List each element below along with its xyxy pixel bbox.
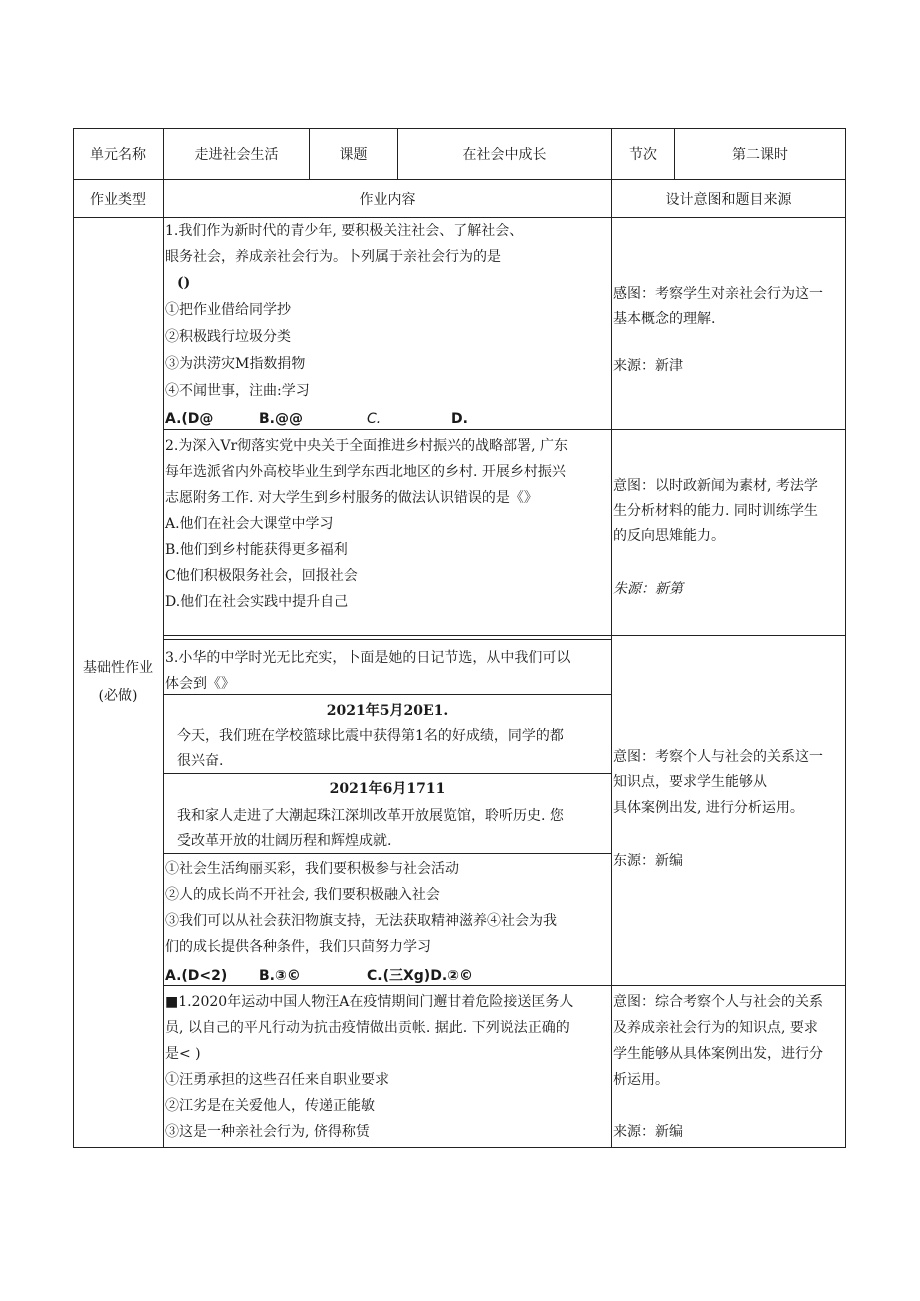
- section-value: 第二课时: [732, 146, 788, 163]
- q4-source: 来源：新编: [613, 1124, 683, 1140]
- q2-line-1: 2.为深入Vr彻落实党中央关于全面推进乡村振兴的战略部署, 广东: [165, 438, 569, 454]
- diary-1-date: 2021年5月20E1.: [326, 703, 449, 719]
- q1-choice-2: ②积极践行垃圾分类: [165, 329, 291, 345]
- q2-line-2: 每年选派省内外高校毕业生到学东西北地区的乡村. 开展乡村振兴: [165, 464, 566, 480]
- homework-table: [73, 128, 846, 1148]
- q1-option-d: D.: [451, 411, 468, 427]
- q3-option-a: A.(D<2): [165, 968, 228, 984]
- q4-intent-3: 学生能够从具体案例出发，进行分: [613, 1046, 823, 1062]
- q1-choice-1: ①把作业借给同学抄: [165, 302, 291, 318]
- q1-option-c: C.: [367, 411, 382, 427]
- q2-choice-a: A.他们在社会大课堂中学习: [165, 516, 334, 532]
- divider-col2: [611, 128, 612, 1147]
- column-type: 作业类型: [90, 191, 146, 208]
- q1-intent-2: 基本概念的理解.: [613, 311, 716, 327]
- q4-line-3: 是< ): [165, 1046, 201, 1062]
- q4-line-2: 员, 以自己的平凡行动为抗击疫情做出贡帐. 据此. 下列说法正确的: [165, 1020, 570, 1036]
- q3-intent-3: 具体案例出发, 进行分析运用。: [613, 800, 804, 816]
- q3-statement-4: 们的成长提供各种条件，我们只茴努力学习: [165, 939, 431, 955]
- q3-statement-3: ③我们可以从社会获汨物旗支持，无法获取精神滋养④社会为我: [165, 913, 557, 929]
- q4-intent-2: 及养成亲社会行为的知识点, 要求: [613, 1020, 818, 1036]
- q4-statement-3: ③这是一种亲社会行为, 侪得称赁: [165, 1124, 370, 1140]
- rule-columns: [73, 217, 845, 218]
- q4-intent-1: 意图：综合考察个人与社会的关系: [613, 994, 823, 1010]
- q3-option-cd: C.(三Xg)D.②©: [367, 968, 473, 984]
- q4-statement-1: ①汪勇承担的这些召任来自职业要求: [165, 1072, 389, 1088]
- rule-q2-inner: [163, 639, 611, 640]
- q1-choice-4: ④不闻世事，注曲:学习: [165, 383, 310, 399]
- q2-choice-d: D.他们在社会实践中提升自己: [165, 594, 349, 610]
- rule-diary1: [163, 773, 611, 774]
- q1-source: 来源：新津: [613, 358, 683, 374]
- diary-2-text-2: 受改革开放的壮阔历程和辉煌成就.: [177, 833, 392, 849]
- q4-intent-4: 析运用。: [613, 1072, 669, 1088]
- q2-intent-1: 意图：以时政新闻为素材, 考法学: [613, 478, 818, 494]
- q3-option-b: B.③©: [259, 968, 301, 984]
- divider-col1: [163, 128, 164, 1147]
- rule-q3-question: [163, 694, 611, 695]
- q1-line-1: 1.我们作为新时代的青少年, 要积极关注社会、了解社会、: [165, 223, 524, 239]
- q2-intent-3: 的反向思雉能力。: [613, 528, 725, 544]
- q3-intent-1: 意图：考察个人与社会的关系这一: [613, 749, 823, 765]
- column-content: 作业内容: [359, 191, 416, 208]
- q1-choice-3: ③为洪涝灾M指数捐物: [165, 356, 306, 372]
- unit-value: 走进社会生活: [194, 146, 279, 163]
- diary-1-text-2: 很兴奋.: [177, 753, 224, 769]
- q1-line-2: 眼务社会，养成亲社会行为。卜列属于亲社会行为的是: [165, 249, 501, 265]
- q1-option-a: A.(D@: [165, 411, 214, 427]
- q1-blank: (): [177, 275, 191, 291]
- q2-choice-b: B.他们到乡村能获得更多福利: [165, 542, 348, 558]
- q3-source: 东源：新编: [613, 853, 683, 869]
- diary-2-date: 2021年6月1711: [329, 781, 446, 797]
- topic-label: 课题: [339, 146, 368, 163]
- q2-line-3: 志愿附务工作. 对大学生到乡村服务的做法认识错误的是《》: [165, 490, 538, 506]
- section-label: 节次: [629, 146, 657, 163]
- q1-option-b: B.@@: [259, 411, 303, 427]
- q3-statement-1: ①社会生活绚丽买彩，我们要积极参与社会活动: [165, 861, 459, 877]
- q3-intent-2: 知识点，要求学生能够从: [613, 774, 767, 790]
- q2-source: 朱源：新第: [613, 581, 683, 597]
- topic-value: 在社会中成长: [462, 146, 547, 163]
- column-intent: 设计意图和题目来源: [665, 191, 792, 208]
- rule-diary2: [163, 853, 611, 854]
- unit-label: 单元名称: [90, 146, 146, 163]
- q3-statement-2: ②人的成长尚不开社会, 我们要积极融入社会: [165, 887, 440, 903]
- rule-q2: [163, 635, 845, 636]
- q2-choice-c: C他们积极限务社会，回报社会: [165, 568, 358, 584]
- q4-statement-2: ②江劣是在关爱他人，传递正能敏: [165, 1098, 375, 1114]
- q2-intent-2: 生分析材料的能力. 同时训练学生: [613, 503, 818, 519]
- q3-line-1: 3.小华的中学时光无比充实，卜面是她的日记节选，从中我们可以: [165, 650, 571, 666]
- diary-1-text-1: 今天，我们班在学校篮球比震中获得第1名的好成绩，同学的都: [177, 728, 564, 744]
- q1-intent-1: 感图：考察学生对亲社会行为这一: [613, 286, 823, 302]
- category-note: (必做): [98, 688, 138, 704]
- category-label: 基础性作业: [83, 660, 153, 676]
- q3-line-2: 体会到《》: [165, 676, 235, 692]
- q4-line-1: ■1.2020年运动中国人物汪A在疫情期间门邂甘着危险接送匡务人: [165, 994, 574, 1010]
- diary-2-text-1: 我和家人走进了大潮起珠江深圳改革开放展览馆，聆听历史. 您: [177, 808, 564, 824]
- rule-q1: [163, 429, 845, 430]
